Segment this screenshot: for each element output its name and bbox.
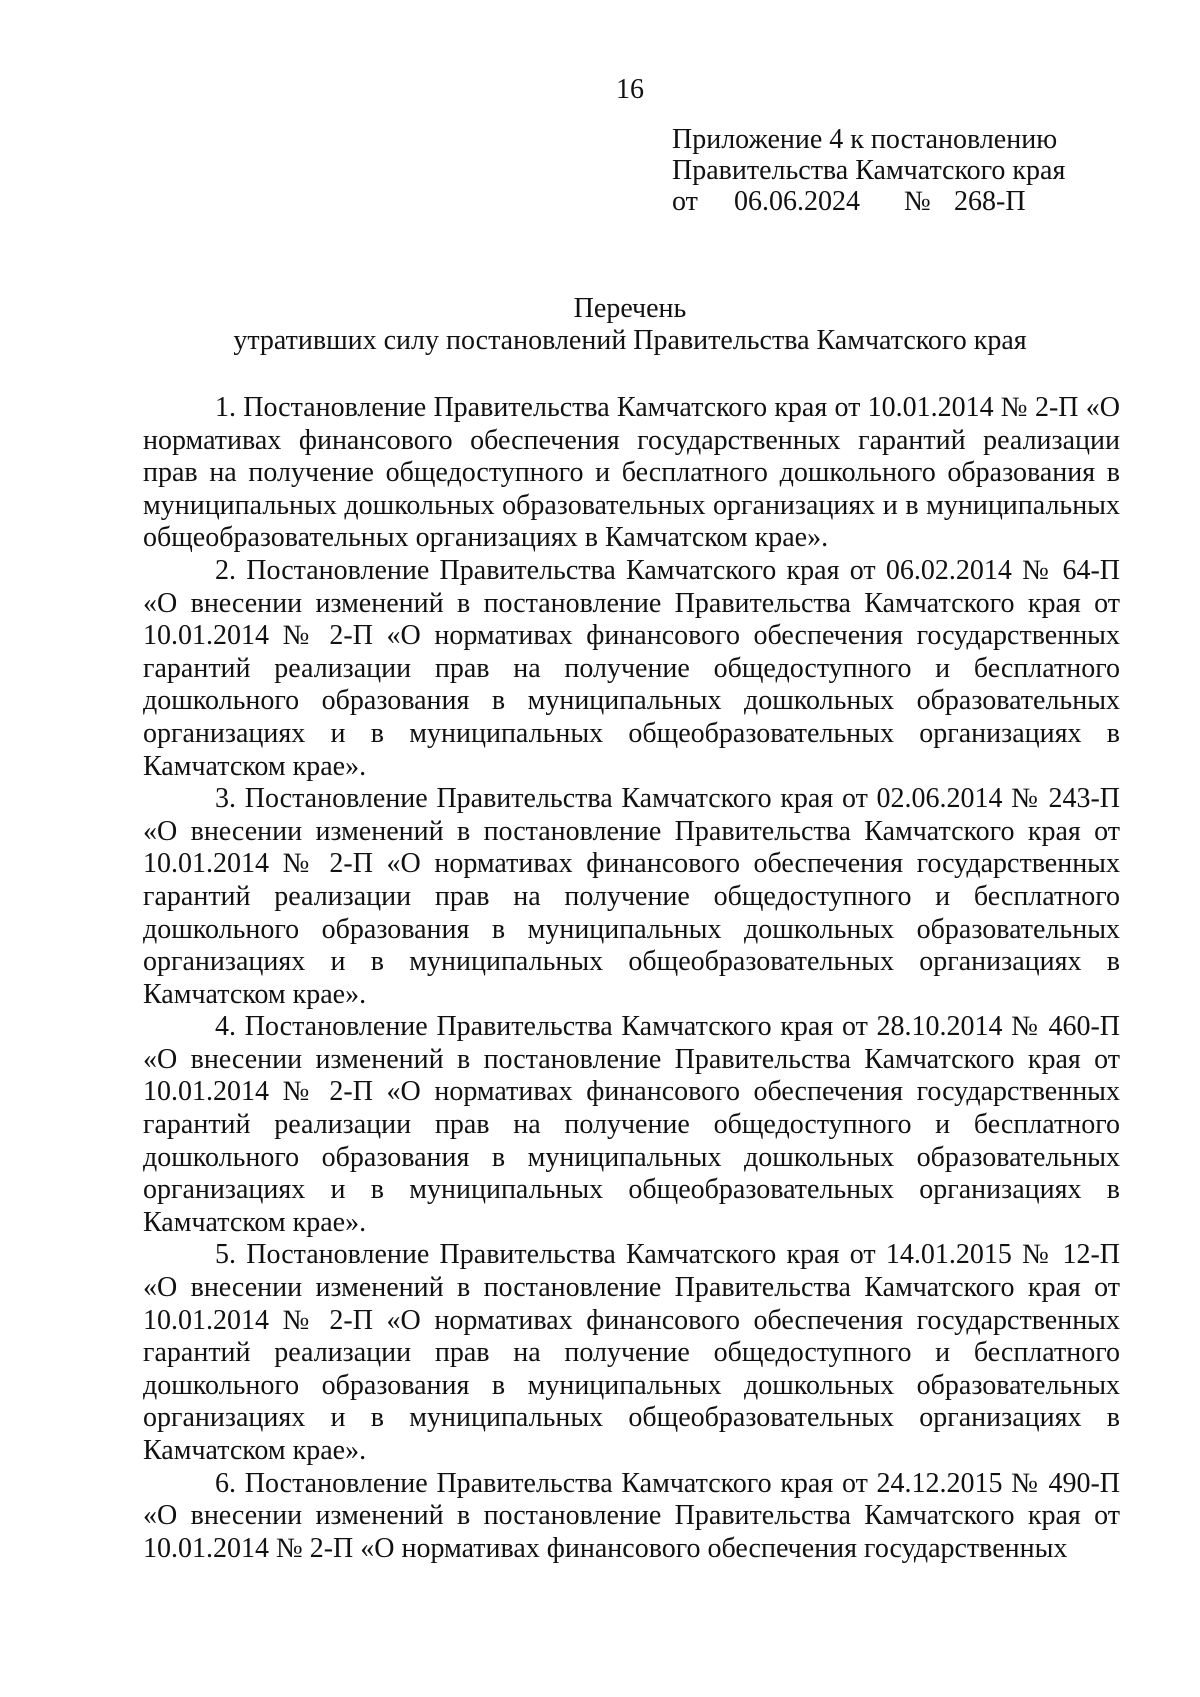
appendix-from-label: от <box>672 186 698 217</box>
appendix-date-line <box>672 186 1092 217</box>
list-item: 4. Постановление Правительства Камчатского края от 28.10.2014 № 460-П «О внесении изменений в постановление Правительства Камчатского края от 10.01.2014 № 2-П «О нормативах финансового обеспечения государственных гарантий реализации прав на получение общедоступного и бесплатного дошкольного образования в муниципальных дошкольных образовательных организациях и в муниципальных общеобразовательных организациях в Камчатском крае». <box>143 1011 1120 1238</box>
title-line-1: Перечень <box>573 293 687 324</box>
appendix-number: 268-П <box>954 186 1026 217</box>
page-number: 16 <box>616 74 644 105</box>
list-item: 6. Постановление Правительства Камчатского края от 24.12.2015 № 490-П «О внесении изменений в постановление Правительства Камчатского края от 10.01.2014 № 2-П «О нормативах финансового обеспечения государственных <box>143 1467 1120 1564</box>
appendix-date: 06.06.2024 <box>734 186 860 217</box>
document-title <box>0 293 1200 357</box>
list-item: 2. Постановление Правительства Камчатского края от 06.02.2014 № 64-П «О внесении изменений в постановление Правительства Камчатского края от 10.01.2014 № 2-П «О нормативах финансового обеспечения государственных гарантий реализации прав на получение общедоступного и бесплатного дошкольного образования в муниципальных дошкольных образовательных организациях и в муниципальных общеобразовательных организациях в Камчатском крае». <box>143 554 1120 782</box>
appendix-number-sign: № <box>904 186 931 217</box>
appendix-line-1: Приложение 4 к постановлению <box>672 124 1058 155</box>
list-item: 5. Постановление Правительства Камчатского края от 14.01.2015 № 12-П «О внесении изменений в постановление Правительства Камчатского края от 10.01.2014 № 2-П «О нормативах финансового обеспечения государственных гарантий реализации прав на получение общедоступного и бесплатного дошкольного образования в муниципальных дошкольных образовательных организациях и в муниципальных общеобразовательных организациях в Камчатском крае». <box>143 1239 1120 1466</box>
document-body <box>143 392 1120 1565</box>
title-line-2: утративших силу постановлений Правительства Камчатского края <box>233 325 1027 356</box>
list-item: 1. Постановление Правительства Камчатского края от 10.01.2014 № 2-П «О нормативах финансового обеспечения государственных гарантий реализации прав на получение общедоступного и бесплатного дошкольного образования в муниципальных дошкольных образовательных организациях и в муниципальных общеобразовательных организациях в Камчатском крае». <box>143 392 1120 554</box>
appendix-header <box>672 124 1092 217</box>
appendix-line-2: Правительства Камчатского края <box>672 155 1066 186</box>
list-item: 3. Постановление Правительства Камчатского края от 02.06.2014 № 243-П «О внесении изменений в постановление Правительства Камчатского края от 10.01.2014 № 2-П «О нормативах финансового обеспечения государственных гарантий реализации прав на получение общедоступного и бесплатного дошкольного образования в муниципальных дошкольных образовательных организациях и в муниципальных общеобразовательных организациях в Камчатском крае». <box>143 783 1120 1010</box>
